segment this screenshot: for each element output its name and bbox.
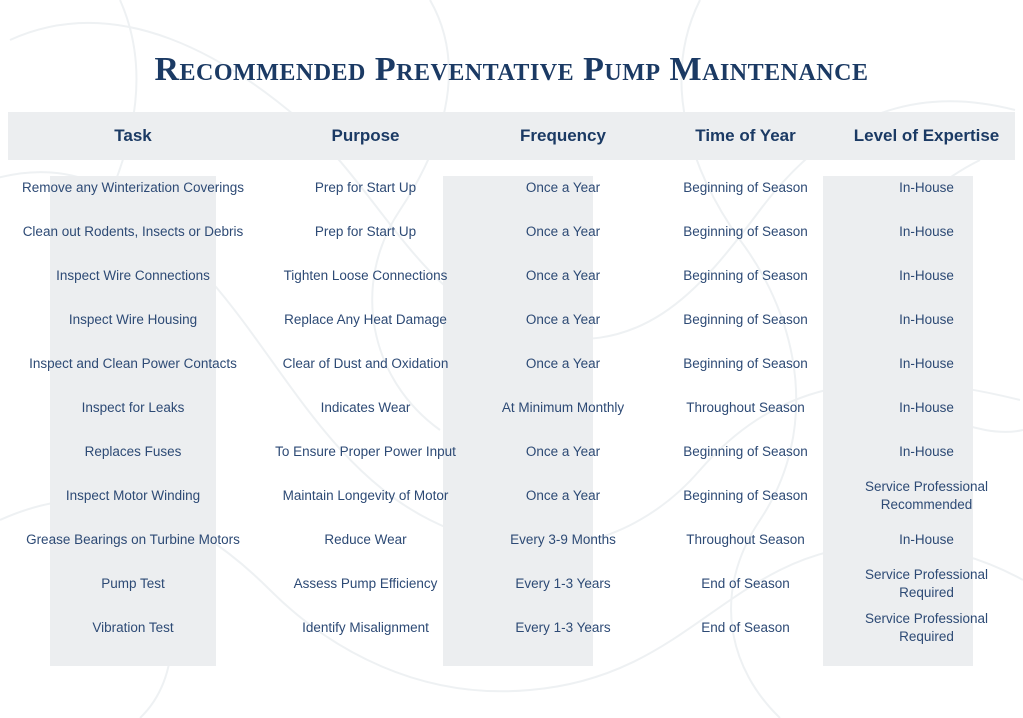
cell-frequency: Once a Year xyxy=(525,487,601,503)
cell-task: Clean out Rodents, Insects or Debris xyxy=(22,223,244,239)
cell-purpose: Replace Any Heat Damage xyxy=(284,311,447,327)
cell-frequency: Every 3-9 Months xyxy=(510,531,616,547)
cell-purpose: Reduce Wear xyxy=(324,531,407,547)
table-row xyxy=(8,562,1015,606)
cell-task: Inspect for Leaks xyxy=(81,399,185,415)
cell-time-of-year: Beginning of Season xyxy=(683,355,808,371)
cell-task: Inspect Wire Housing xyxy=(68,311,198,327)
cell-purpose: Assess Pump Efficiency xyxy=(293,575,438,591)
table-row xyxy=(8,386,1015,430)
cell-expertise: Service Professional Required xyxy=(864,610,989,644)
column-header-purpose: Purpose xyxy=(331,126,400,145)
cell-purpose: Tighten Loose Connections xyxy=(283,267,448,283)
cell-purpose: Maintain Longevity of Motor xyxy=(282,487,449,503)
cell-purpose: Clear of Dust and Oxidation xyxy=(282,355,449,371)
cell-frequency: Once a Year xyxy=(525,311,601,327)
column-header-time-of-year: Time of Year xyxy=(695,126,796,145)
table-row xyxy=(8,606,1015,650)
cell-purpose: Prep for Start Up xyxy=(314,179,417,195)
cell-task: Remove any Winterization Coverings xyxy=(21,179,245,195)
cell-expertise: In-House xyxy=(899,443,954,459)
cell-time-of-year: Throughout Season xyxy=(686,399,805,415)
cell-task: Vibration Test xyxy=(92,619,174,635)
cell-expertise: In-House xyxy=(899,355,954,371)
cell-task: Pump Test xyxy=(101,575,165,591)
title-bar xyxy=(8,28,1015,112)
cell-expertise: In-House xyxy=(899,223,954,239)
column-header-task: Task xyxy=(114,126,152,145)
cell-time-of-year: Beginning of Season xyxy=(683,267,808,283)
page-title: Recommended Preventative Pump Maintenance xyxy=(154,51,869,88)
cell-time-of-year: Beginning of Season xyxy=(683,487,808,503)
cell-task: Grease Bearings on Turbine Motors xyxy=(26,531,240,547)
cell-time-of-year: Beginning of Season xyxy=(683,443,808,459)
table-row xyxy=(8,210,1015,254)
cell-task: Inspect and Clean Power Contacts xyxy=(29,355,237,371)
cell-time-of-year: Beginning of Season xyxy=(683,311,808,327)
cell-purpose: Indicates Wear xyxy=(320,399,411,415)
cell-frequency: At Minimum Monthly xyxy=(501,399,625,415)
cell-task: Inspect Motor Winding xyxy=(65,487,201,503)
table-sheet xyxy=(8,28,1015,690)
cell-expertise: Service Professional Required xyxy=(864,566,989,600)
cell-time-of-year: Throughout Season xyxy=(686,531,805,547)
cell-frequency: Once a Year xyxy=(525,355,601,371)
cell-time-of-year: Beginning of Season xyxy=(683,179,808,195)
cell-frequency: Once a Year xyxy=(525,267,601,283)
cell-time-of-year: Beginning of Season xyxy=(683,223,808,239)
cell-expertise: Service Professional Recommended xyxy=(864,478,989,512)
column-header-level-of-expertise: Level of Expertise xyxy=(853,126,1000,145)
table-row xyxy=(8,430,1015,474)
column-header-frequency: Frequency xyxy=(520,126,606,145)
table-row xyxy=(8,518,1015,562)
cell-expertise: In-House xyxy=(899,531,954,547)
table-row xyxy=(8,166,1015,210)
cell-frequency: Once a Year xyxy=(525,179,601,195)
table-rows xyxy=(8,160,1015,650)
cell-purpose: To Ensure Proper Power Input xyxy=(275,443,456,459)
cell-purpose: Prep for Start Up xyxy=(314,223,417,239)
table-row xyxy=(8,254,1015,298)
table-body xyxy=(8,160,1015,665)
cell-task: Replaces Fuses xyxy=(84,443,182,459)
table-header-row xyxy=(8,112,1015,160)
cell-expertise: In-House xyxy=(899,267,954,283)
cell-expertise: In-House xyxy=(899,179,954,195)
table-row xyxy=(8,298,1015,342)
cell-frequency: Once a Year xyxy=(525,223,601,239)
cell-time-of-year: End of Season xyxy=(701,619,790,635)
cell-purpose: Identify Misalignment xyxy=(302,619,429,635)
cell-task: Inspect Wire Connections xyxy=(56,267,210,283)
cell-expertise: In-House xyxy=(899,311,954,327)
table-row xyxy=(8,474,1015,518)
table-row xyxy=(8,342,1015,386)
cell-expertise: In-House xyxy=(899,399,954,415)
cell-frequency: Every 1-3 Years xyxy=(515,619,611,635)
cell-frequency: Once a Year xyxy=(525,443,601,459)
cell-time-of-year: End of Season xyxy=(701,575,790,591)
cell-frequency: Every 1-3 Years xyxy=(515,575,611,591)
